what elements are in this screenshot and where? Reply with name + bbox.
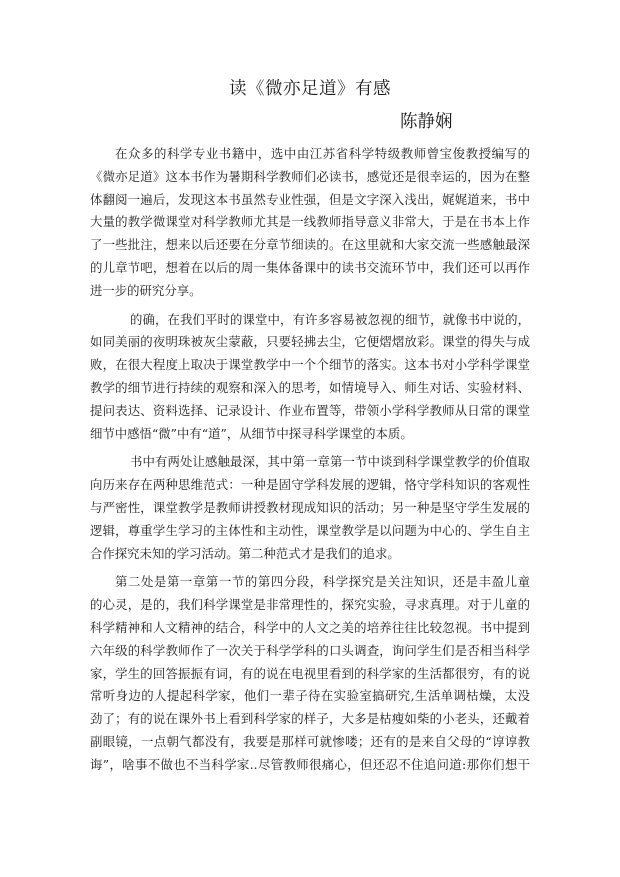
paragraph-1 [90, 143, 530, 303]
paragraph-line: 提问表达、资料选择、记录设计、作业布置等，带领小学科学教师从日常的课堂 [90, 402, 530, 418]
paragraph-line: 书中有两处让感触最深，其中第一章第一节中谈到科学课堂教学的价值取 [130, 454, 530, 470]
paragraph-line: 大量的教学微课堂对科学教师尤其是一线教师指导意义非常大，于是在书本上作 [90, 214, 530, 230]
paragraph-line: 诲”，啥事不做也不当科学家..尽管教师很痛心，但还忍不住追问道:那你们想干 [90, 756, 530, 772]
paragraph-line: 在众多的科学专业书籍中，选中由江苏省科学特级教师曾宝俊教授编写的 [115, 146, 530, 161]
paragraph-line: 的儿章节吧，想着在以后的周一集体备课中的读书交流环节中，我们还可以再作 [90, 259, 530, 275]
paragraph-line: 合作探究未知的学习活动。第二种范式才是我们的追求。 [90, 545, 400, 561]
paragraph-line: 的确，在我们平时的课堂中，有许多容易被忽视的细节，就像书中说的， [130, 311, 530, 327]
paragraph-line: 科学精神和人文精神的结合，科学中的人文之美的培养往往比较忽视。书中提到 [90, 619, 530, 635]
paragraph-line: 如同美丽的夜明珠被灰尘蒙蔽，只要轻拂去尘，它便熠熠放彩。课堂的得失与成 [90, 334, 530, 350]
document-title: 读《微亦足道》有感 [229, 79, 391, 99]
paragraph-line: 六年级的科学教师作了一次关于科学学科的口头调查，询问学生们是否相当科学 [90, 642, 530, 658]
paragraph-line: 体翻阅一遍后，发现这本书虽然专业性强，但是文字深入浅出，娓娓道来，书中 [90, 191, 530, 207]
paragraph-line: 副眼镜，一点朝气都没有，我要是那样可就惨喽；还有的是来自父母的“谆谆教 [90, 733, 530, 749]
paragraph-line: 逻辑，尊重学生学习的主体性和主动性，课堂教学是以问题为中心的、学生自主 [90, 522, 530, 538]
paragraph-line: 进一步的研究分享。 [90, 282, 202, 298]
paragraph-line: 了一些批注，想来以后还要在分章节细读的。在这里就和大家交流一些感触最深 [90, 237, 530, 253]
paragraph-line: 向历来存在两种思维范式：一种是固守学科发展的逻辑，恪守学科知识的客观性 [90, 477, 530, 493]
paragraph-4 [90, 571, 530, 776]
document-author: 陈静娴 [400, 112, 453, 132]
paragraph-line: 劲了；有的说在课外书上看到科学家的样子，大多是枯瘦如柴的小老头，还戴着 [90, 711, 530, 727]
paragraph-line: 败，在很大程度上取决于课堂教学中一个个细节的落实。这本书对小学科学课堂 [90, 357, 530, 373]
paragraph-line: 第二处是第一章第一节的第四分段，科学探究是关注知识，还是丰盈儿童 [115, 574, 530, 590]
paragraph-line: 的心灵，是的，我们科学课堂是非常理性的，探究实验，寻求真理。对于儿童的 [90, 597, 530, 613]
paragraph-line: 家，学生的回答振振有词，有的说在电视里看到的科学家的生活都很穷，有的说 [90, 665, 530, 681]
paragraph-line: 教学的细节进行持续的观察和深入的思考，如情境导入、师生对话、实验材料、 [90, 379, 530, 395]
paragraph-2 [90, 309, 530, 446]
paragraph-line: 细节中感悟“微”中有“道”，从细节中探寻科学课堂的本质。 [90, 425, 413, 441]
paragraph-3 [90, 451, 530, 565]
paragraph-line: 常听身边的人提起科学家，他们一辈子待在实验室搞研究,生活单调枯燥，太没 [90, 688, 530, 704]
paragraph-line: 《微亦足道》这本书作为暑期科学教师们必读书，感觉还是很幸运的，因为在整 [90, 168, 530, 184]
paragraph-line: 与严密性，课堂教学是教师讲授教材现成知识的活动；另一种是坚守学生发展的 [90, 499, 530, 515]
document-body [90, 143, 530, 783]
